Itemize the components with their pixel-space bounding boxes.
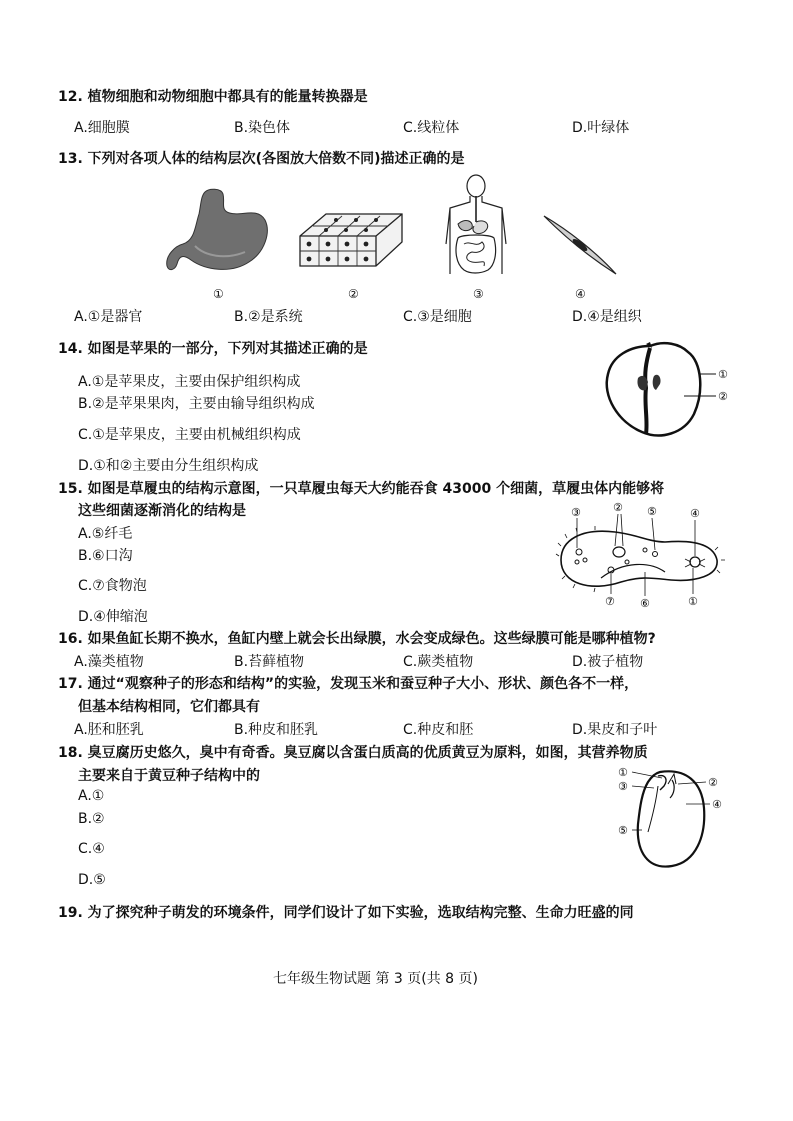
q12-option-b: B.染色体	[234, 120, 291, 136]
q17-stem-line1: 17. 通过“观察种子的形态和结构”的实验，发现玉米和蚕豆种子大小、形状、颜色各不一样，	[58, 676, 639, 692]
q16-option-d: D.被子植物	[572, 654, 644, 670]
q15-option-b: B.⑥口沟	[78, 548, 133, 564]
q13-option-a: A.①是器官	[74, 309, 143, 325]
q14-label-2: ②	[718, 390, 728, 403]
q16-option-c: C.蕨类植物	[403, 654, 474, 670]
q17-option-c: C.种皮和胚	[403, 722, 474, 738]
q13-label-4: ④	[575, 287, 586, 301]
q14-option-d: D.①和②主要由分生组织构成	[78, 458, 259, 474]
q18-option-b: B.②	[78, 811, 105, 827]
q18-label-4: ④	[712, 798, 722, 811]
q12-option-c: C.线粒体	[403, 120, 460, 136]
q13-label-3: ③	[473, 287, 484, 301]
stomach-figure	[165, 186, 273, 278]
q12-option-d: D.叶绿体	[572, 120, 630, 136]
q18-option-a: A.①	[78, 788, 105, 804]
q13-option-d: D.④是组织	[572, 309, 642, 325]
q15-label-6: ⑥	[640, 597, 650, 610]
q14-option-a: A.①是苹果皮，主要由保护组织构成	[78, 374, 301, 390]
apple-figure	[600, 338, 750, 442]
q15-label-5: ⑤	[647, 505, 657, 518]
q18-option-d: D.⑤	[78, 872, 106, 888]
q15-stem-line1: 15. 如图是草履虫的结构示意图，一只草履虫每天大约能吞食 43000 个细菌，草履虫体内能够将	[58, 481, 665, 497]
q19-stem: 19. 为了探究种子萌发的环境条件，同学们设计了如下实验，选取结构完整、生命力旺盛的同	[58, 905, 634, 921]
q18-label-2: ②	[708, 776, 718, 789]
q18-label-3: ③	[618, 780, 628, 793]
q13-option-b: B.②是系统	[234, 309, 303, 325]
q15-label-4: ④	[690, 507, 700, 520]
q18-label-1: ①	[618, 766, 628, 779]
q18-stem-line2: 主要来自于黄豆种子结构中的	[78, 768, 260, 784]
q14-option-c: C.①是苹果皮，主要由机械组织构成	[78, 427, 301, 443]
soybean-seed-figure	[612, 762, 742, 870]
q13-stem: 13. 下列对各项人体的结构层次(各图放大倍数不同)描述正确的是	[58, 151, 465, 167]
muscle-cell-figure	[542, 212, 618, 276]
q17-option-d: D.果皮和子叶	[572, 722, 658, 738]
q13-label-2: ②	[348, 287, 359, 301]
q16-option-a: A.藻类植物	[74, 654, 144, 670]
q12-option-a: A.细胞膜	[74, 120, 130, 136]
q14-stem: 14. 如图是苹果的一部分，下列对其描述正确的是	[58, 341, 368, 357]
q15-option-c: C.⑦食物泡	[78, 578, 147, 594]
q17-option-a: A.胚和胚乳	[74, 722, 144, 738]
q15-stem-line2: 这些细菌逐渐消化的结构是	[78, 503, 246, 519]
q15-label-3: ③	[571, 506, 581, 519]
page-footer: 七年级生物试题 第 3 页(共 8 页)	[273, 971, 478, 987]
q13-option-c: C.③是细胞	[403, 309, 472, 325]
q16-option-b: B.苔藓植物	[234, 654, 305, 670]
q14-option-b: B.②是苹果果肉，主要由输导组织构成	[78, 396, 315, 412]
q15-label-1: ①	[688, 595, 698, 608]
q15-option-a: A.⑤纤毛	[78, 526, 133, 542]
q17-option-b: B.种皮和胚乳	[234, 722, 319, 738]
q15-label-2: ②	[613, 501, 623, 514]
q14-label-1: ①	[718, 368, 728, 381]
paramecium-figure	[555, 498, 725, 610]
q15-label-7: ⑦	[605, 595, 615, 608]
q16-stem: 16. 如果鱼缸长期不换水，鱼缸内壁上就会长出绿膜，水会变成绿色。这些绿膜可能是哪种植物?	[58, 631, 656, 647]
digestive-system-figure	[440, 174, 512, 282]
q15-option-d: D.④伸缩泡	[78, 609, 148, 625]
q18-option-c: C.④	[78, 841, 105, 857]
q13-label-1: ①	[213, 287, 224, 301]
q17-stem-line2: 但基本结构相同，它们都具有	[78, 699, 260, 715]
q18-stem-line1: 18. 臭豆腐历史悠久，臭中有奇香。臭豆腐以含蛋白质高的优质黄豆为原料，如图，其营养物质	[58, 745, 648, 761]
q12-stem: 12. 植物细胞和动物细胞中都具有的能量转换器是	[58, 89, 368, 105]
tissue-figure	[296, 206, 406, 272]
q18-label-5: ⑤	[618, 824, 628, 837]
